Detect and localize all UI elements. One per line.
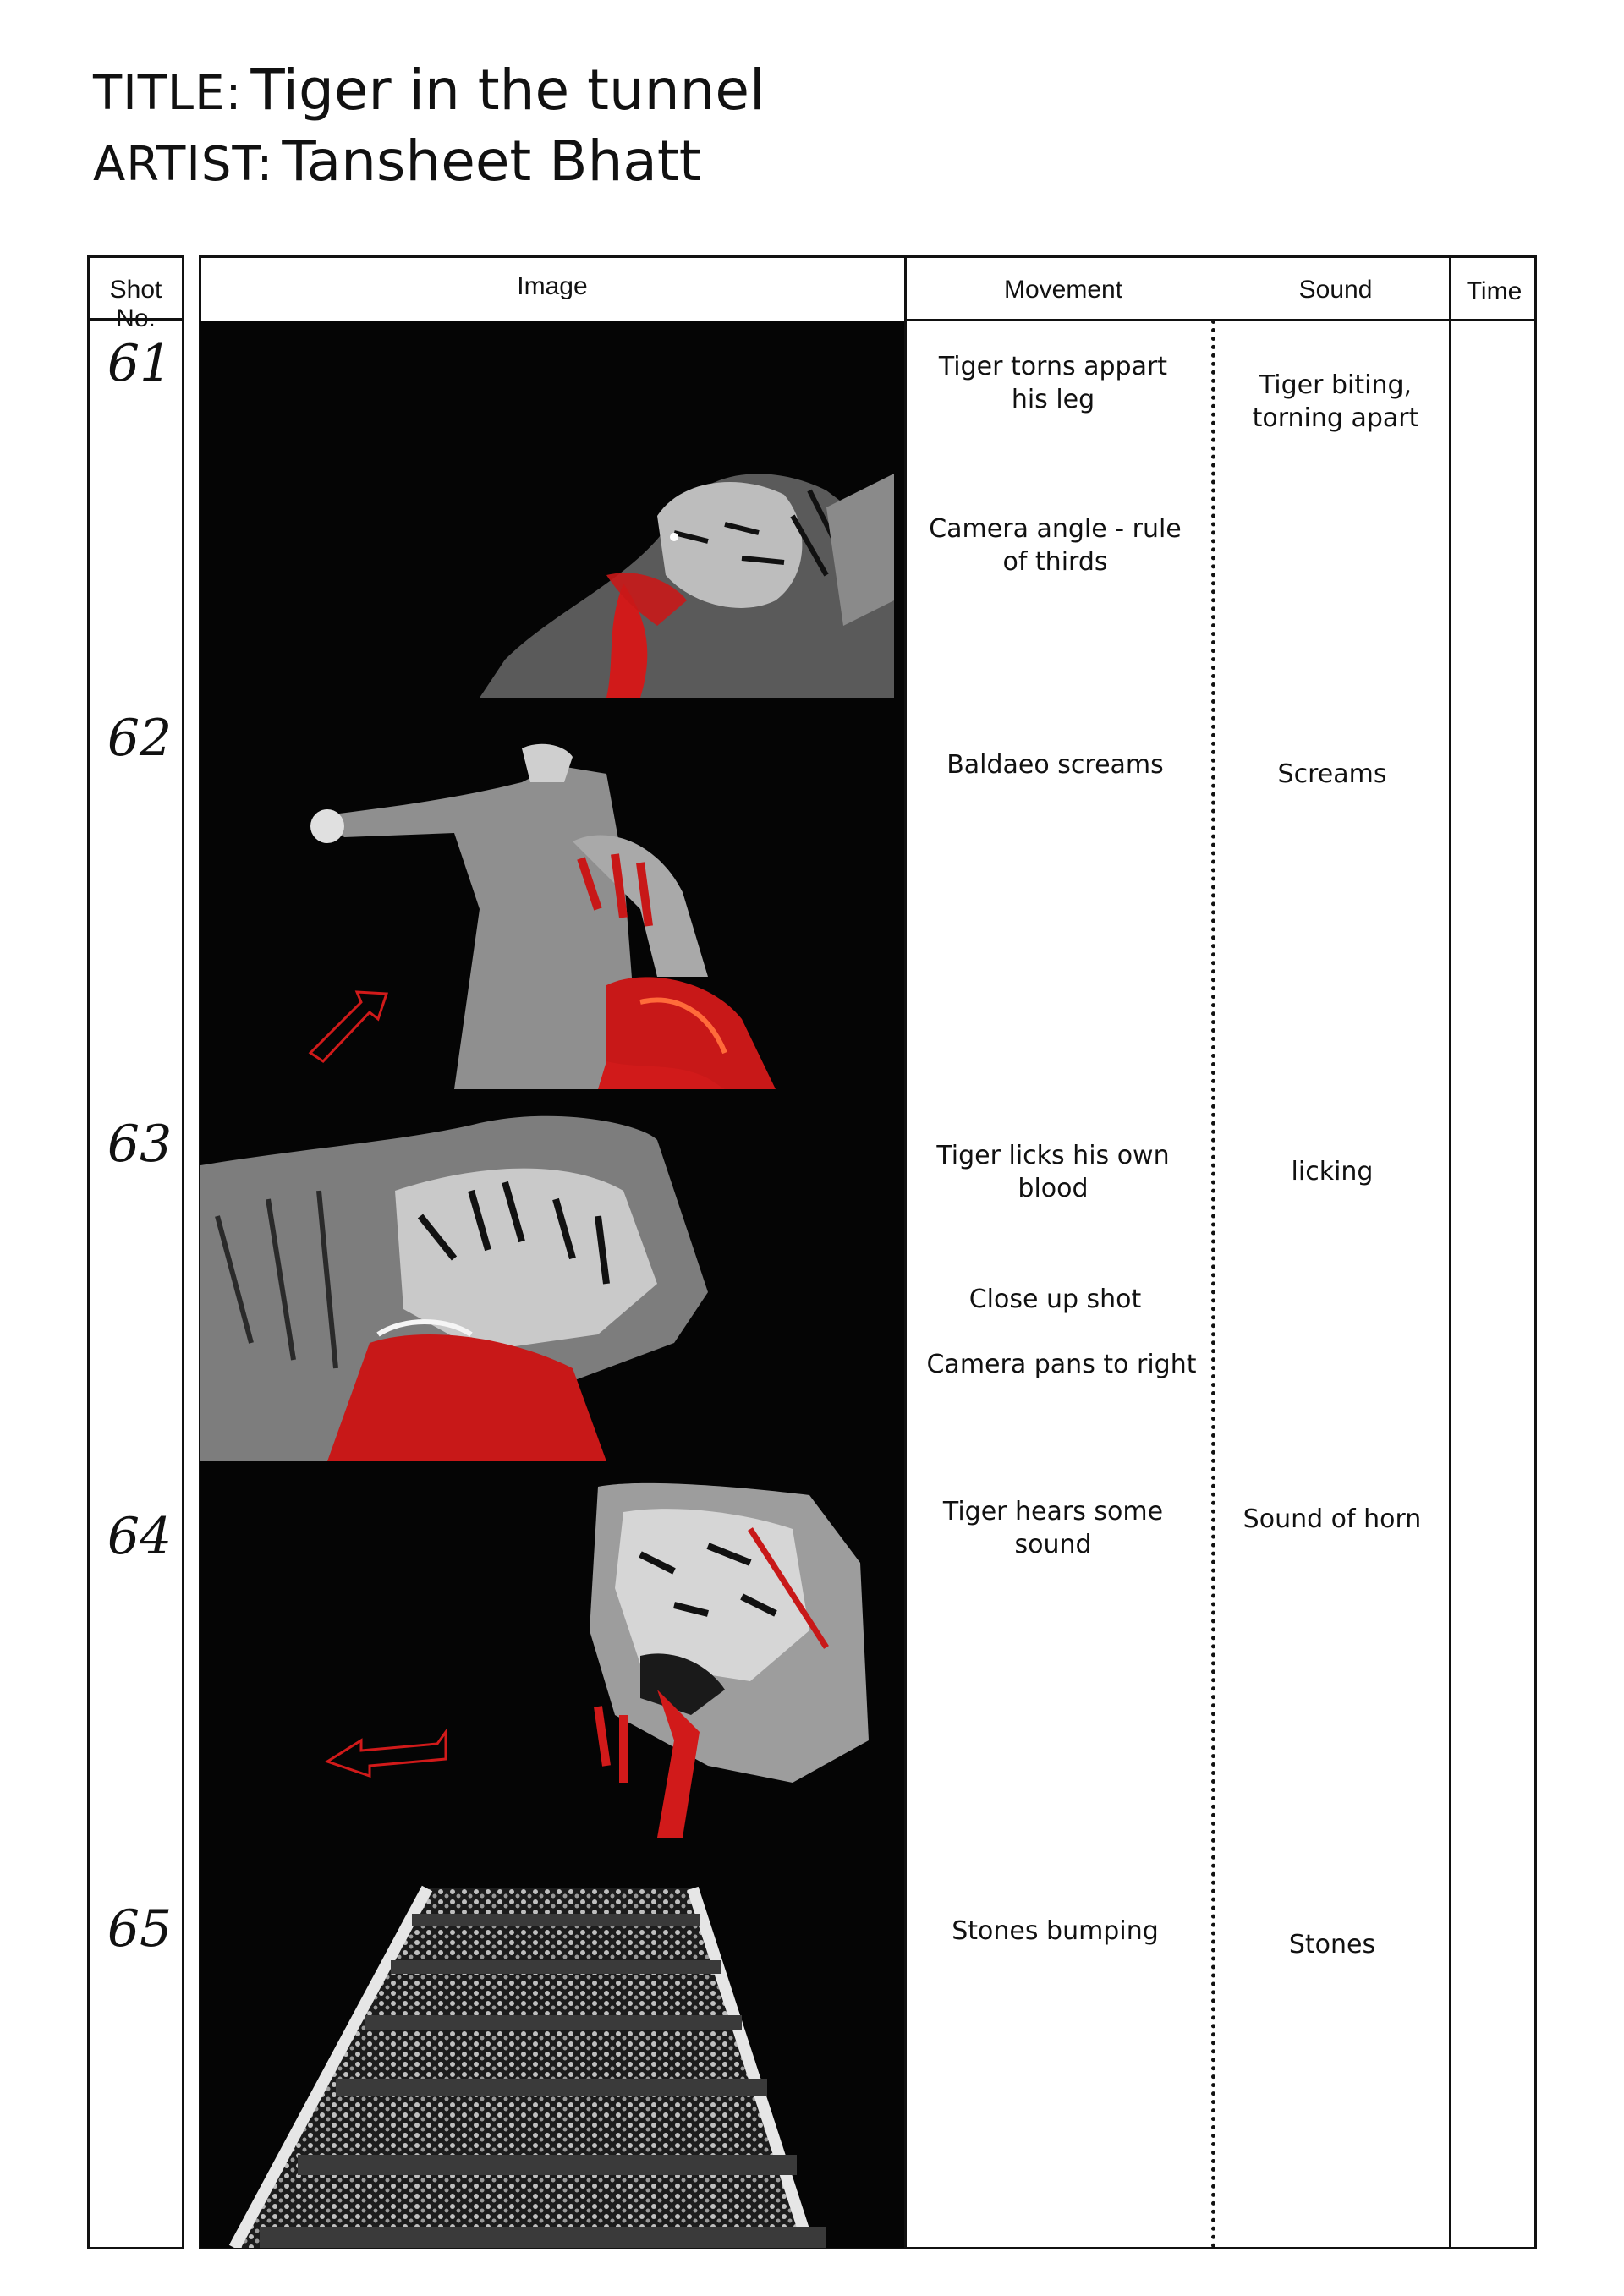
header-sound: Sound <box>1298 276 1373 304</box>
title-line <box>93 58 765 123</box>
shot-62-image <box>200 698 904 1089</box>
title-value: Tiger in the tunnel <box>250 58 765 123</box>
artist-value: Tansheet Bhatt <box>282 129 701 194</box>
shot-62-sound: Screams <box>1277 759 1387 789</box>
image-movement-divider <box>904 255 907 2249</box>
artist-line <box>93 129 701 194</box>
shot-63-movement-3: Camera pans to right <box>926 1350 1197 1379</box>
shot-63-movement-2: Close up shot <box>968 1285 1142 1314</box>
shot-65-sound: Stones <box>1288 1930 1376 1959</box>
shot-number: 61 <box>107 334 173 393</box>
main-header-divider <box>904 319 1537 321</box>
movement-sound-dotted-divider <box>1211 320 1215 2249</box>
shot-61-sound: Tiger biting, torning apart <box>1252 370 1419 433</box>
artist-label: ARTIST: <box>93 137 274 192</box>
shot-62-movement-1: Baldaeo screams <box>946 750 1164 780</box>
header-shot-no: Shot No. <box>109 276 162 332</box>
sound-time-divider <box>1449 255 1451 2249</box>
shot-63-image <box>200 1089 904 1461</box>
shot-61-movement-1: Tiger torns appart his leg <box>938 352 1168 414</box>
shot-number: 64 <box>107 1507 173 1566</box>
shot-61-movement-2: Camera angle - rule of thirds <box>929 514 1182 577</box>
header-movement: Movement <box>1003 276 1123 304</box>
shot-61-image <box>200 321 904 698</box>
shot-64-movement-1: Tiger hears some sound <box>942 1497 1164 1559</box>
shot-63-sound: licking <box>1291 1157 1374 1186</box>
shot-number: 65 <box>107 1899 173 1959</box>
shot-65-image <box>200 1838 904 2248</box>
shot-number: 62 <box>107 709 173 768</box>
shot-64-image <box>200 1461 904 1838</box>
header-time: Time <box>1466 277 1522 305</box>
header-image: Image <box>517 272 588 300</box>
shot-65-movement-1: Stones bumping <box>952 1916 1159 1946</box>
shot-64-sound: Sound of horn <box>1243 1504 1422 1534</box>
shot-number: 63 <box>107 1115 173 1174</box>
title-label: TITLE: <box>93 66 243 121</box>
shot-63-movement-1: Tiger licks his own blood <box>936 1141 1170 1203</box>
